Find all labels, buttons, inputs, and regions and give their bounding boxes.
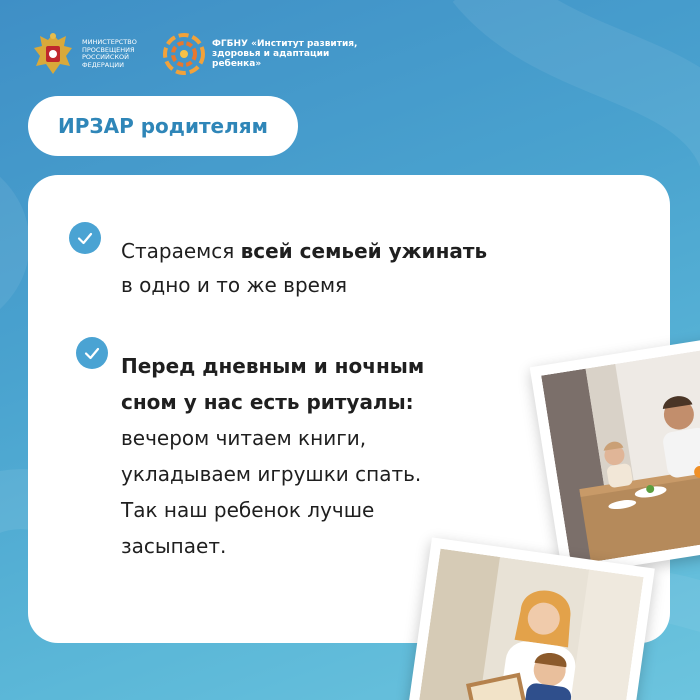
ministry-emblem-icon	[30, 30, 76, 78]
institute-line-1: ФГБНУ «Институт развития,	[212, 39, 358, 49]
bullet-line: засыпает.	[121, 534, 227, 558]
ministry-line-4: ФЕДЕРАЦИИ	[82, 60, 125, 69]
institute-line-2: здоровья и адаптации	[212, 49, 330, 59]
bullet-text: Стараемся	[121, 239, 241, 263]
bullet-line	[121, 234, 541, 268]
section-tag-label: ИРЗАР родителям	[58, 114, 268, 138]
bullet-bold-text: всей семьей ужинать	[240, 239, 488, 263]
check-icon	[76, 337, 108, 369]
bullet-bold-line	[121, 348, 521, 384]
ministry-line-3: РОССИЙСКОЙ	[82, 53, 129, 61]
bullet-line: Так наш ребенок лучше	[121, 498, 375, 522]
ministry-name	[82, 39, 144, 69]
institute-name	[212, 39, 362, 69]
institute-logo	[162, 30, 362, 78]
bullet-line: в одно и то же время	[121, 273, 348, 297]
institute-logo-icon	[162, 32, 206, 76]
bullet-item-rituals	[121, 348, 521, 564]
bullet-line: укладываем игрушки спать.	[121, 462, 422, 486]
ministry-logo	[30, 30, 150, 78]
bullet-bold-text: сном у нас есть ритуалы:	[121, 390, 414, 414]
photo-family-dinner-image	[541, 347, 700, 566]
check-icon	[69, 222, 101, 254]
bullet-bold-text: Перед дневным и ночным	[121, 354, 425, 378]
section-tag	[28, 96, 298, 156]
ministry-line-2: ПРОСВЕЩЕНИЯ	[82, 45, 135, 54]
institute-line-3: ребенка»	[212, 59, 262, 69]
ministry-line-1: МИНИСТЕРСТВО	[82, 38, 137, 46]
bullet-bold-line	[121, 384, 521, 420]
bullet-line: вечером читаем книги,	[121, 426, 367, 450]
photo-reading-book-image	[415, 549, 643, 700]
bullet-item-dinner	[121, 234, 541, 302]
